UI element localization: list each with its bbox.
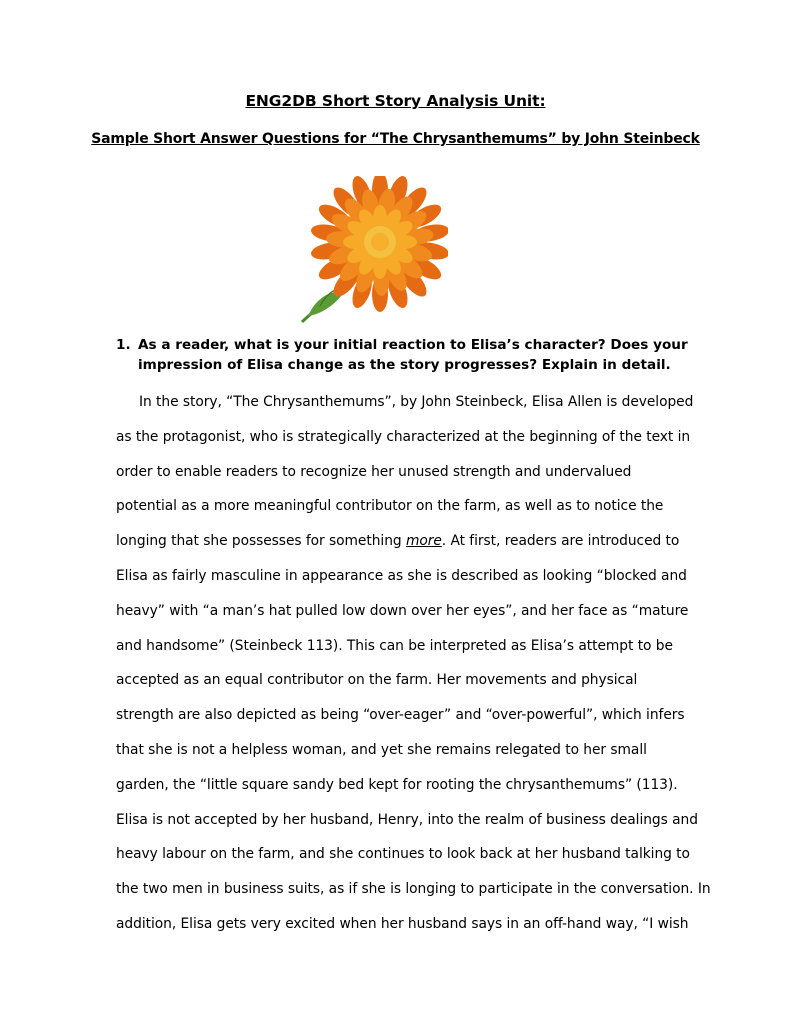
answer-line: garden, the “little square sandy bed kept for rooting the chrysanthemums” (113). [116,776,678,793]
answer-line [116,524,706,559]
answer-line: and handsome” (Steinbeck 113). This can be interpreted as Elisa’s attempt to be [116,637,673,654]
answer-line: strength are also depicted as being “over-eager” and “over-powerful”, which infers [116,707,685,724]
answer-line: heavy labour on the farm, and she continues to look back at her husband talking to [116,846,690,863]
answer-line: In the story, “The Chrysanthemums”, by John Steinbeck, Elisa Allen is developed [139,394,694,410]
answer-text: . At first, readers are introduced to [441,533,680,550]
answer-line: the two men in business suits, as if she is longing to participate in the conversation. In [116,881,711,898]
answer-line: accepted as an equal contributor on the farm. Her movements and physical [116,672,638,689]
answer-line: as the protagonist, who is strategically characterized at the beginning of the text in [116,428,691,445]
answer-text: longing that she possesses for something [116,533,406,550]
question-1 [116,335,716,375]
answer-line: Elisa as fairly masculine in appearance as she is described as looking “blocked and [116,567,687,584]
question-text-line-1: As a reader, what is your initial reaction to Elisa’s character? Does your [138,337,688,353]
answer-paragraph [116,385,711,942]
answer-line: Elisa is not accepted by her husband, Henry, into the realm of business dealings and [116,811,698,828]
document-subtitle: Sample Short Answer Questions for “The Chrysanthemums” by John Steinbeck [91,131,700,147]
answer-line: addition, Elisa gets very excited when her husband says in an off-hand way, “I wish [116,915,689,932]
question-text-line-2: impression of Elisa change as the story progresses? Explain in detail. [138,357,671,373]
answer-line: order to enable readers to recognize her unused strength and undervalued [116,463,632,480]
answer-line: that she is not a helpless woman, and yet she remains relegated to her small [116,741,647,758]
document-title: ENG2DB Short Story Analysis Unit: [245,92,546,110]
emphasized-word: more [405,533,442,550]
answer-line: heavy” with “a man’s hat pulled low down over her eyes”, and her face as “mature [116,602,689,619]
question-number: 1. [116,337,131,353]
answer-line: potential as a more meaningful contributor on the farm, as well as to notice the [116,498,664,515]
chrysanthemum-flower-icon [296,176,448,324]
